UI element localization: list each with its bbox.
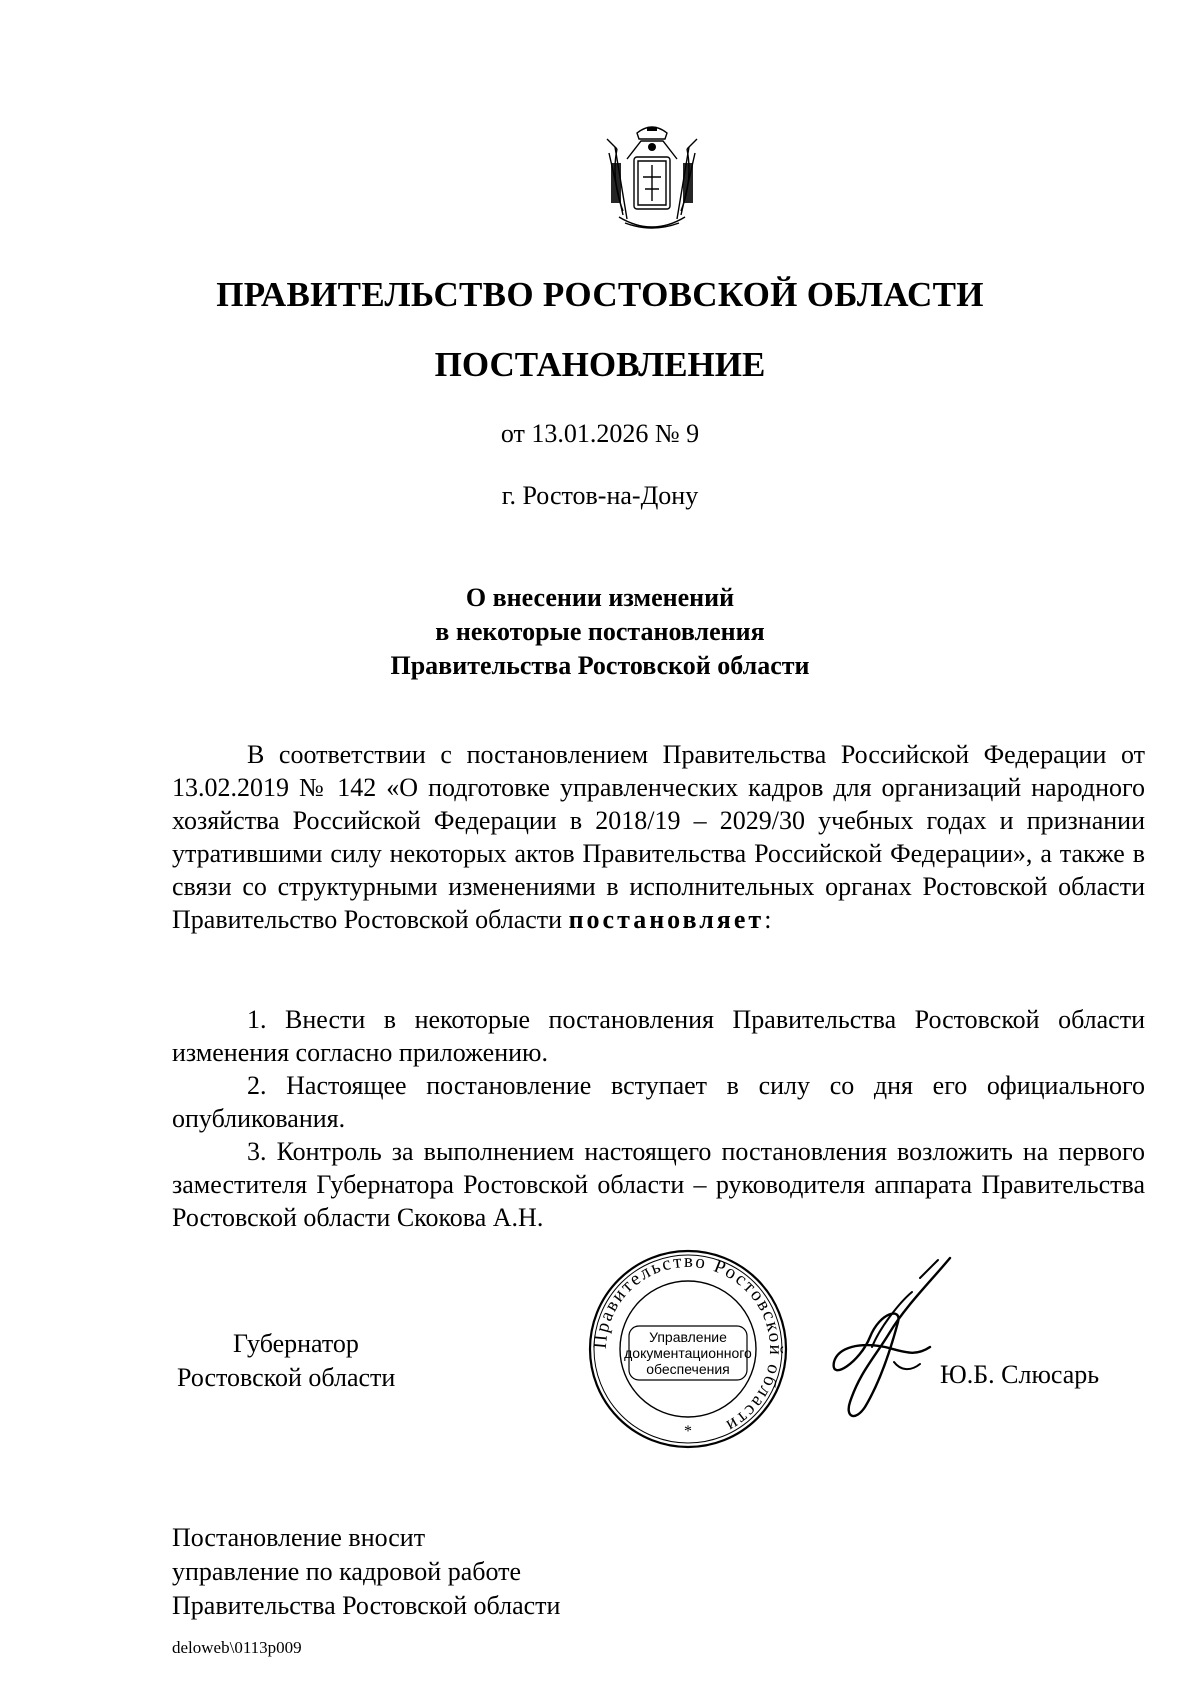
submitter-line: Постановление вносит — [172, 1523, 426, 1552]
resolution-item — [172, 1135, 1145, 1234]
document-code: deloweb\0113p009 — [172, 1638, 302, 1657]
resolution-item — [172, 1003, 1145, 1069]
resolves-word: постановляет — [568, 905, 765, 934]
document-city: г. Ростов-на-Дону — [501, 481, 699, 510]
organization-heading: ПРАВИТЕЛЬСТВО РОСТОВСКОЙ ОБЛАСТИ — [216, 275, 984, 314]
preamble-paragraph — [172, 738, 1145, 936]
submitter-block — [172, 1521, 560, 1623]
stamp-outer-text: Правительство Ростовской области — [589, 1250, 787, 1438]
title-line: Правительства Ростовской области — [390, 651, 810, 680]
submitter-line: Правительства Ростовской области — [172, 1591, 561, 1620]
resolution-item — [172, 1069, 1145, 1135]
stamp-inner-line: Управление — [649, 1329, 727, 1345]
stamp-star: * — [684, 1423, 692, 1440]
submitter-line: управление по кадровой работе — [172, 1557, 522, 1586]
resolution-item-text: 2. Настоящее постановление вступает в силу со дня его официального опубликования. — [172, 1071, 1145, 1133]
coat-of-arms-emblem — [597, 119, 707, 237]
document-title — [0, 581, 1200, 683]
resolves-colon: : — [764, 905, 772, 934]
signatory-position-line2: Ростовской области — [177, 1363, 396, 1392]
stamp-inner-line: документационного — [624, 1345, 752, 1361]
resolution-item-text: 3. Контроль за выполнением настоящего постановления возложить на первого заместителя Губернатора Ростовской области – руководителя аппарата Правительства Ростовской области Скокова А.Н. — [172, 1137, 1145, 1232]
handwritten-signature — [820, 1252, 960, 1427]
document-type-heading: ПОСТАНОВЛЕНИЕ — [434, 345, 766, 384]
stamp-inner-line: обеспечения — [646, 1361, 730, 1377]
document-date-number: от 13.01.2026 № 9 — [500, 419, 700, 448]
official-stamp — [587, 1248, 789, 1450]
resolution-items — [172, 1003, 1145, 1234]
resolution-item-text: 1. Внести в некоторые постановления Правительства Ростовской области изменения согласно приложению. — [172, 1005, 1145, 1067]
title-line: в некоторые постановления — [435, 617, 765, 646]
title-line: О внесении изменений — [465, 583, 735, 612]
signatory-name: Ю.Б. Слюсарь — [940, 1360, 1100, 1389]
preamble-text: В соответствии с постановлением Правительства Российской Федерации от 13.02.2019 № 142 «О подготовке управленческих кадров для организаций народного хозяйства Российской Федерации в 2018/19 – 2029/30 учебных годах и признании утратившими силу некоторых актов Правительства Российской Федерации», а также в связи со структурными изменениями в исполнительных органах Ростовской области Правительство Ростовской области — [172, 740, 1145, 934]
signatory-position-line1: Губернатор — [233, 1329, 359, 1358]
